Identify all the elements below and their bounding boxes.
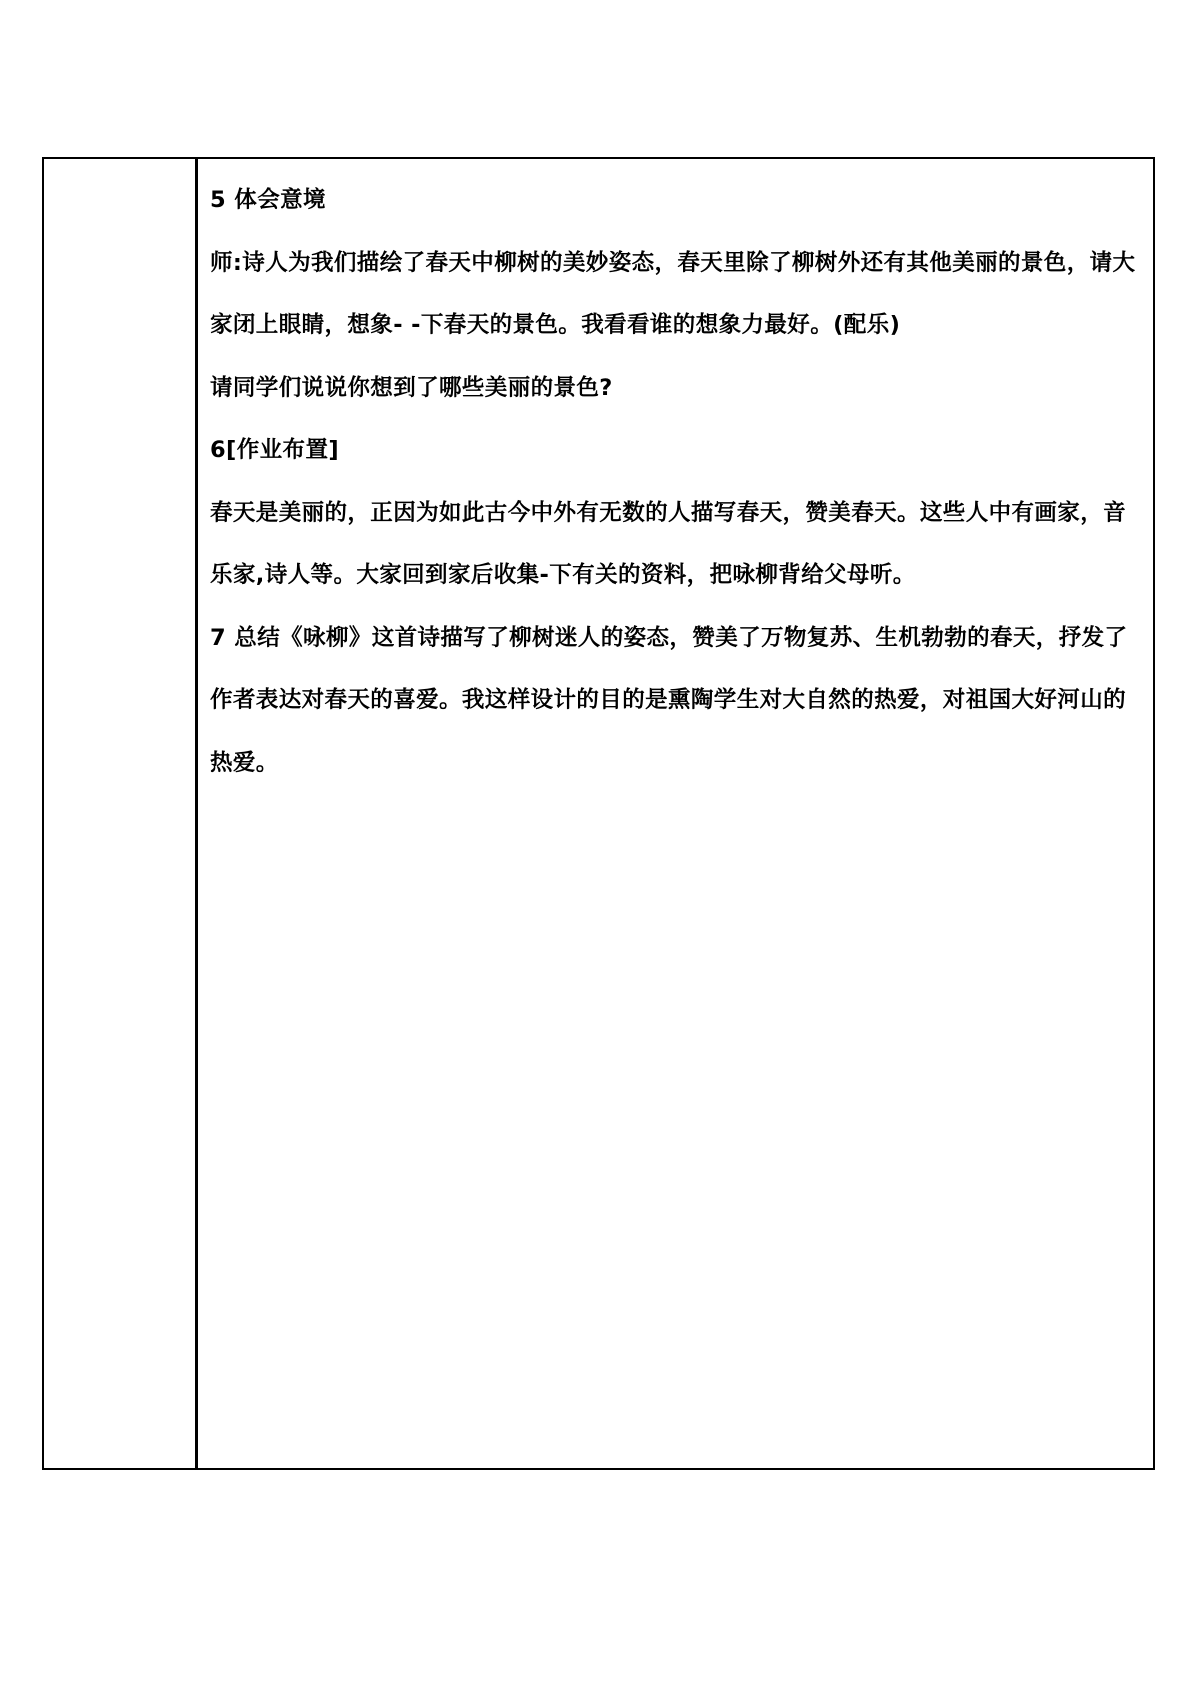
student-question-paragraph: 请同学们说说你想到了哪些美丽的景色?	[210, 374, 613, 401]
teacher-prompt-paragraph: 师:诗人为我们描绘了春天中柳树的美妙姿态，春天里除了柳树外还有其他美丽的景色，请大家闭上眼睛，想象- -下春天的景色。我看看谁的想象力最好。(配乐)	[210, 249, 1136, 338]
summary-paragraph: 7 总结《咏柳》这首诗描写了柳树迷人的姿态，赞美了万物复苏、生机勃勃的春天，抒发了作者表达对春天的喜爱。我这样设计的目的是熏陶学生对大自然的热爱，对祖国大好河山的热爱。	[210, 624, 1128, 776]
section-heading-imagery: 5 体会意境	[210, 187, 326, 213]
homework-paragraph: 春天是美丽的，正因为如此古今中外有无数的人描写春天，赞美春天。这些人中有画家，音乐家,诗人等。大家回到家后收集-下有关的资料，把咏柳背给父母听。	[210, 499, 1127, 588]
table-content-cell	[198, 159, 1153, 1468]
lesson-plan-table	[42, 157, 1155, 1470]
section-heading-homework: 6[作业布置]	[210, 437, 340, 463]
table-left-cell	[44, 159, 198, 1468]
